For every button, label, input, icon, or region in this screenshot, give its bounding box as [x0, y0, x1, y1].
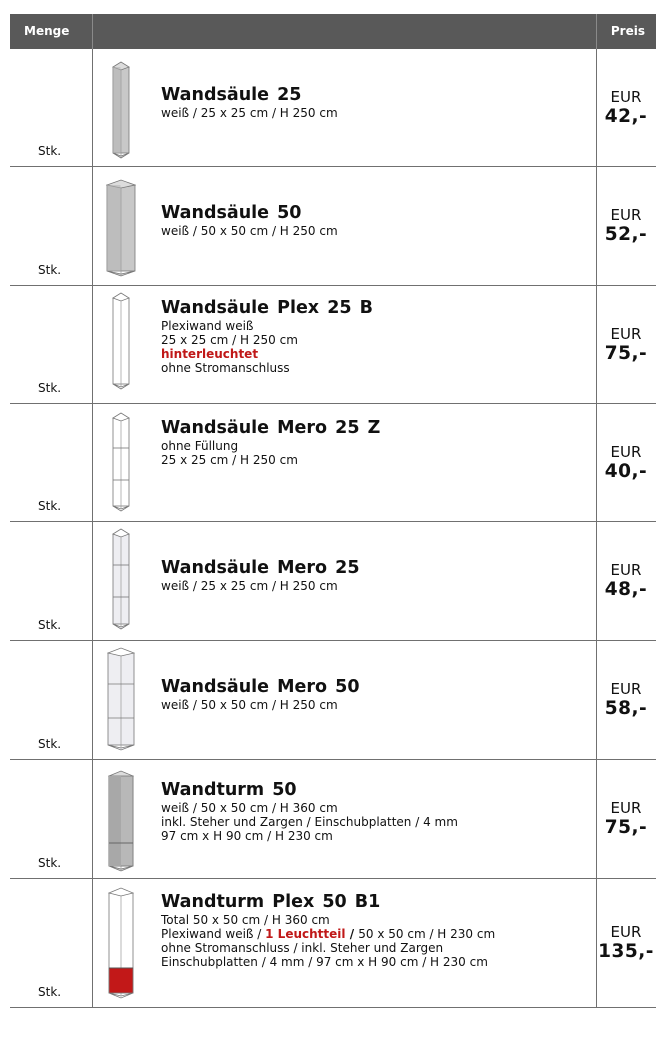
product-detail-line	[161, 439, 586, 453]
product-title: Wandturm Plex 50 B1	[161, 892, 381, 912]
detail-text: ohne Füllung	[161, 439, 239, 453]
product-info	[161, 558, 586, 593]
column-header-price: Preis	[610, 24, 645, 38]
column-divider	[92, 879, 93, 1007]
quantity-unit: Stk.	[38, 499, 62, 513]
detail-text: 25 x 25 cm / H 250 cm	[161, 333, 298, 347]
price-cell	[596, 641, 656, 759]
tower-plexi-red-icon	[108, 887, 138, 1003]
table-row	[10, 641, 656, 760]
product-detail-line	[161, 361, 586, 375]
quantity-unit: Stk.	[38, 985, 62, 999]
detail-text: 50 x 50 cm / H 230 cm	[358, 927, 496, 941]
price-cell	[596, 760, 656, 878]
product-title: Wandsäule 50	[161, 203, 302, 223]
column-divider	[92, 404, 93, 521]
column-divider	[92, 49, 93, 166]
column-header-quantity: Menge	[24, 24, 70, 38]
product-info	[161, 418, 586, 467]
detail-text: weiß / 50 x 50 cm / H 360 cm	[161, 801, 338, 815]
product-info	[161, 892, 586, 969]
product-detail-line	[161, 319, 586, 333]
product-info	[161, 85, 586, 120]
product-title: Wandsäule Plex 25 B	[161, 298, 373, 318]
product-info	[161, 298, 586, 375]
product-detail-line	[161, 913, 586, 927]
pillar-plexi-white-icon	[112, 292, 142, 394]
highlight-text: hinterleuchtet	[161, 347, 259, 361]
quantity-unit: Stk.	[38, 144, 62, 158]
price-amount: 75,-	[604, 817, 648, 838]
table-row	[10, 404, 656, 522]
highlight-text: 1 Leuchtteil	[265, 927, 346, 941]
detail-text: ohne Stromanschluss / inkl. Steher und Zargen	[161, 941, 444, 955]
quantity-unit: Stk.	[38, 856, 62, 870]
table-row	[10, 760, 656, 879]
price-cell	[596, 286, 656, 403]
pillar-frame-empty-icon	[112, 412, 142, 516]
tower-grey-icon	[108, 770, 138, 876]
product-detail-line	[161, 698, 586, 712]
product-title: Wandsäule Mero 50	[161, 677, 360, 697]
product-detail-line	[161, 927, 586, 941]
pillar-wide-grey-icon	[106, 179, 136, 281]
product-detail-line	[161, 347, 586, 361]
pillar-slim-grey-icon	[112, 61, 142, 163]
price-currency: EUR	[610, 680, 642, 698]
product-info	[161, 203, 586, 238]
detail-text: Plexiwand weiß /	[161, 927, 266, 941]
quantity-unit: Stk.	[38, 618, 62, 632]
product-detail-line	[161, 333, 586, 347]
product-detail-line	[161, 453, 586, 467]
header-divider	[92, 14, 93, 49]
price-amount: 40,-	[604, 460, 648, 482]
price-currency: EUR	[610, 799, 642, 817]
detail-text: 97 cm x H 90 cm / H 230 cm	[161, 829, 333, 843]
quantity-unit: Stk.	[38, 263, 62, 277]
column-divider	[92, 760, 93, 878]
product-title: Wandsäule 25	[161, 85, 302, 105]
product-detail-line	[161, 955, 586, 969]
product-title: Wandsäule Mero 25 Z	[161, 418, 381, 438]
product-info	[161, 780, 586, 843]
detail-text: /	[345, 927, 359, 941]
detail-text: Total 50 x 50 cm / H 360 cm	[161, 913, 330, 927]
price-cell	[596, 167, 656, 285]
price-cell	[596, 522, 656, 640]
price-list	[10, 14, 656, 1008]
detail-text: Plexiwand weiß	[161, 319, 254, 333]
price-amount: 58,-	[604, 698, 648, 719]
product-detail-line	[161, 106, 586, 120]
product-detail-line	[161, 941, 586, 955]
table-row	[10, 49, 656, 167]
price-currency: EUR	[610, 324, 642, 343]
price-currency: EUR	[610, 206, 642, 224]
column-divider	[92, 641, 93, 759]
product-detail-line	[161, 224, 586, 238]
price-amount: 75,-	[604, 342, 648, 364]
quantity-unit: Stk.	[38, 381, 62, 395]
price-cell	[596, 879, 656, 1007]
product-detail-line	[161, 801, 586, 815]
column-divider	[92, 286, 93, 403]
pillar-frame-wide-icon	[107, 647, 137, 755]
detail-text: Einschubplatten / 4 mm / 97 cm x H 90 cm / H 230 cm	[161, 955, 488, 969]
detail-text: weiß / 50 x 50 cm / H 250 cm	[161, 698, 338, 712]
product-detail-line	[161, 815, 586, 829]
table-row	[10, 522, 656, 641]
price-amount: 42,-	[604, 105, 648, 127]
detail-text: weiß / 25 x 25 cm / H 250 cm	[161, 579, 338, 593]
detail-text: inkl. Steher und Zargen / Einschubplatten / 4 mm	[161, 815, 458, 829]
price-cell	[596, 49, 656, 166]
table-row	[10, 167, 656, 286]
product-info	[161, 677, 586, 712]
header-divider	[596, 14, 597, 49]
product-rows	[10, 49, 656, 1008]
table-row	[10, 879, 656, 1008]
table-row	[10, 286, 656, 404]
price-currency: EUR	[610, 561, 642, 579]
table-header	[10, 14, 656, 49]
price-currency: EUR	[610, 87, 642, 106]
column-divider	[92, 522, 93, 640]
detail-text: weiß / 25 x 25 cm / H 250 cm	[161, 106, 338, 120]
price-currency: EUR	[610, 923, 642, 941]
pillar-frame-slim-icon	[112, 528, 142, 634]
detail-text: ohne Stromanschluss	[161, 361, 290, 375]
price-amount: 52,-	[604, 224, 648, 245]
price-currency: EUR	[610, 442, 642, 461]
price-amount: 48,-	[604, 579, 648, 600]
quantity-unit: Stk.	[38, 737, 62, 751]
product-title: Wandsäule Mero 25	[161, 558, 360, 578]
product-detail-line	[161, 579, 586, 593]
price-cell	[596, 404, 656, 521]
price-amount: 135,-	[598, 941, 654, 962]
column-divider	[92, 167, 93, 285]
detail-text: weiß / 50 x 50 cm / H 250 cm	[161, 224, 338, 238]
detail-text: 25 x 25 cm / H 250 cm	[161, 453, 298, 467]
product-title: Wandturm 50	[161, 780, 297, 800]
product-detail-line	[161, 829, 586, 843]
